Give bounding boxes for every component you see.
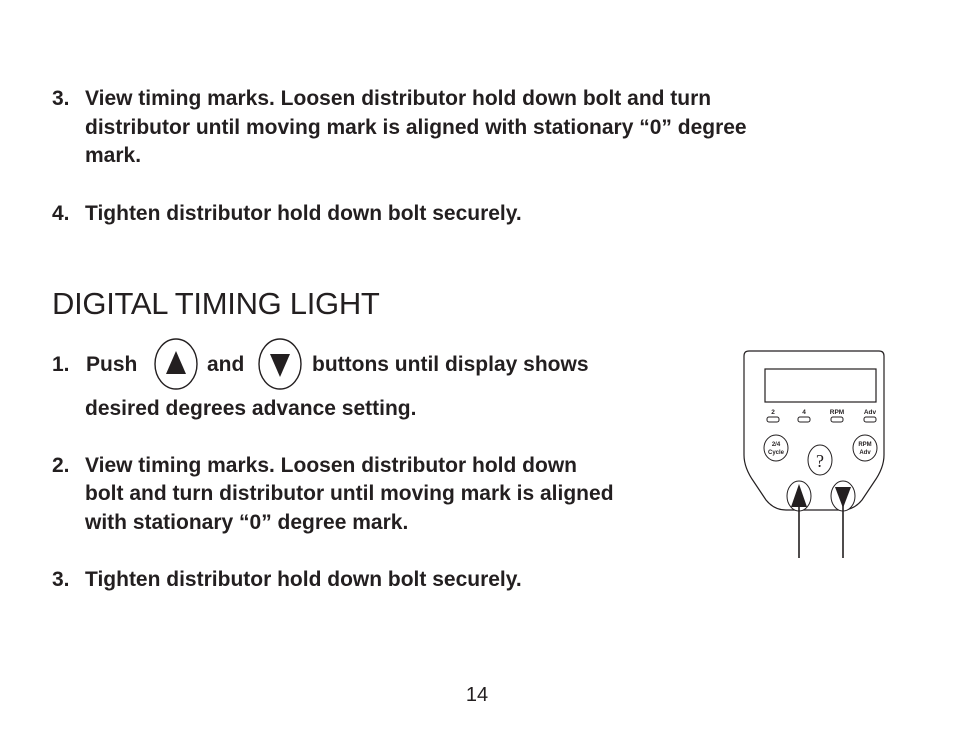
step-text-line: View timing marks. Loosen distributor hold down bolt and turn xyxy=(85,87,712,110)
indicator-led xyxy=(767,417,779,422)
step-text-line: Tighten distributor hold down bolt securely. xyxy=(85,202,522,225)
step-number: 4. xyxy=(52,202,70,225)
step-text-line: View timing marks. Loosen distributor hold down xyxy=(85,454,577,477)
step-text-line: desired degrees advance setting. xyxy=(85,397,417,420)
step-text-line: bolt and turn distributor until moving mark is aligned xyxy=(85,482,614,505)
indicator-label: RPM xyxy=(829,409,845,416)
step-text-line: Tighten distributor hold down bolt securely. xyxy=(85,568,522,591)
page-number: 14 xyxy=(465,684,489,706)
cycle-button-label: Cycle xyxy=(767,450,785,456)
up-arrow-button-icon xyxy=(153,337,199,391)
rpm-adv-button-label: RPM xyxy=(858,442,872,448)
section-heading: DIGITAL TIMING LIGHT xyxy=(52,286,380,321)
device-display xyxy=(765,369,876,402)
cycle-button xyxy=(764,435,788,461)
indicator-led xyxy=(831,417,843,422)
cycle-button-label: 2/4 xyxy=(771,442,781,448)
step-text-line: mark. xyxy=(85,144,142,167)
timing-light-device-illustration xyxy=(734,350,894,560)
step-text-line: with stationary “0” degree mark. xyxy=(85,511,409,534)
step-text-push: Push xyxy=(86,353,138,376)
indicator-label: 2 xyxy=(771,409,775,416)
step-number: 3. xyxy=(52,568,70,591)
indicator-led xyxy=(798,417,810,422)
step-number: 3. xyxy=(52,87,70,110)
step-number: 2. xyxy=(52,454,70,477)
step-text-rest: buttons until display shows xyxy=(312,353,589,376)
down-arrow-button-icon xyxy=(257,337,303,391)
rpm-adv-button-label: Adv xyxy=(859,450,871,456)
help-icon: ? xyxy=(816,451,824,471)
step-text-line: distributor until moving mark is aligned with stationary “0” degree xyxy=(85,116,747,139)
indicator-label: Adv xyxy=(863,409,877,416)
rpm-adv-button xyxy=(853,435,877,461)
indicator-led xyxy=(864,417,876,422)
step-number: 1. xyxy=(52,353,70,376)
indicator-label: 4 xyxy=(802,409,806,416)
step-text-and: and xyxy=(207,353,245,376)
